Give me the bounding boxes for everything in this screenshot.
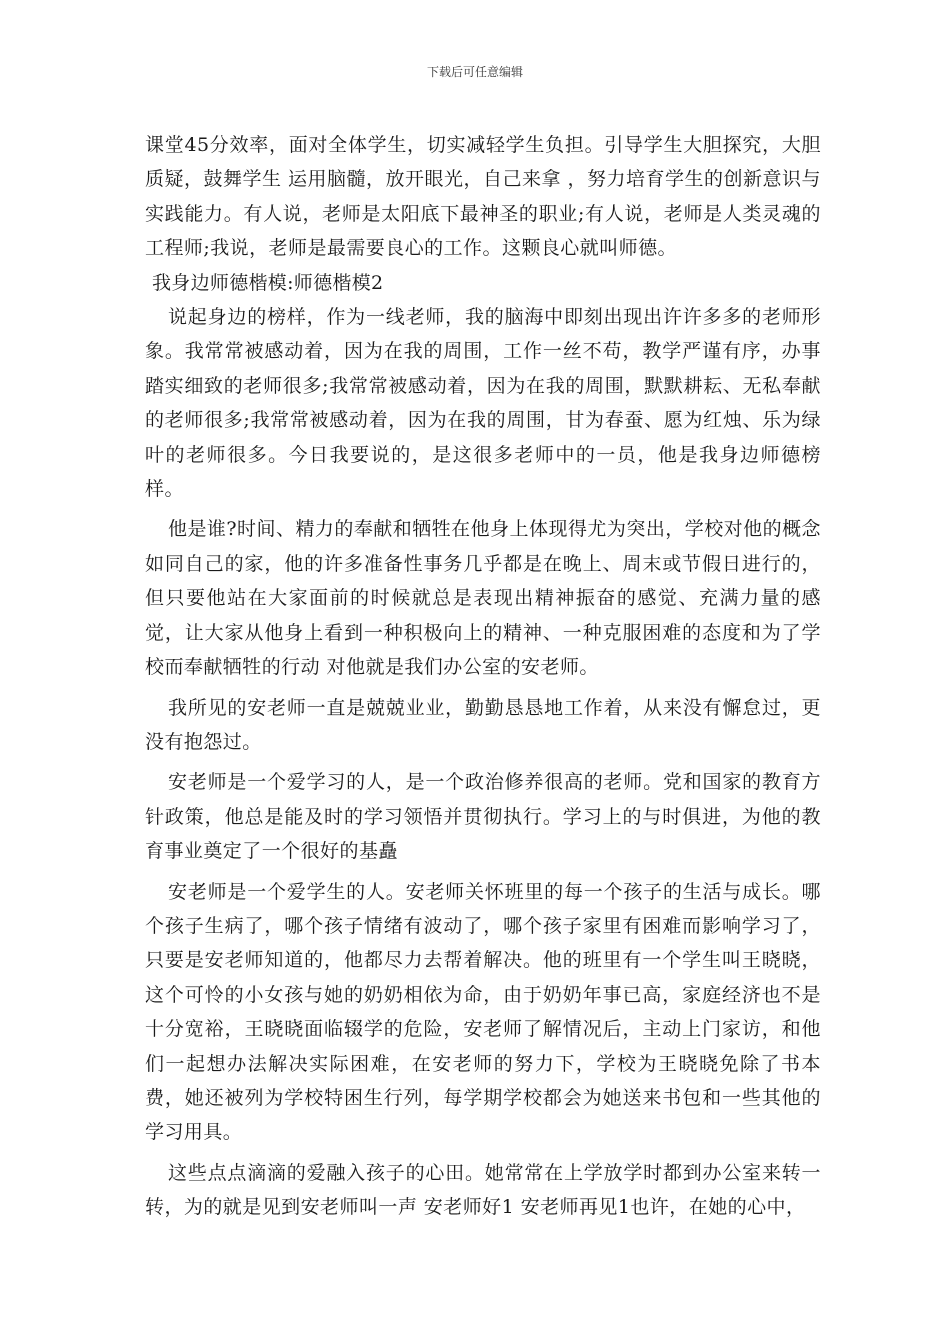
paragraph-4: 我所见的安老师一直是兢兢业业，勤勤恳恳地工作着，从来没有懈怠过，更没有抱怨过。 — [145, 696, 821, 753]
section-heading: 我身边师德楷模:师德楷模2 — [152, 271, 384, 294]
page-header: 下载后可任意编辑 — [426, 65, 523, 79]
body-text — [145, 128, 821, 1225]
paragraph-1: 课堂45分效率，面对全体学生，切实减轻学生负担。引导学生大胆探究，大胆质疑，鼓舞学生 运用脑髓，放开眼光，自己来拿 ，努力培育学生的创新意识与实践能力。有人说，老师是太阳底下最神圣的职业;有人说，老师是人类灵魂的工程师;我说，老师是最需要良心的工作。这颗良心就叫师德。 — [145, 134, 821, 260]
paragraph-3: 他是谁?时间、精力的奉献和牺牲在他身上体现得尤为突出，学校对他的概念如同自己的家，他的许多准备性事务几乎都是在晚上、周末或节假日进行的，但只要他站在大家面前的时候就总是表现出精神振奋的感觉、充满力量的感觉，让大家从他身上看到一种积极向上的精神、一种克服困难的态度和为了学校而奉献牺牲的行动 对他就是我们办公室的安老师。 — [145, 518, 821, 679]
paragraph-5: 安老师是一个爱学习的人，是一个政治修养很高的老师。党和国家的教育方针政策，他总是能及时的学习领悟并贯彻执行。学习上的与时俱进，为他的教育事业奠定了一个很好的基矗 — [145, 771, 821, 863]
paragraph-7: 这些点点滴滴的爱融入孩子的心田。她常常在上学放学时都到办公室来转一转，为的就是见到安老师叫一声 安老师好1 安老师再见1也许，在她的心中， — [145, 1161, 821, 1219]
paragraph-2: 说起身边的榜样，作为一线老师，我的脑海中即刻出现出许许多多的老师形象。我常常被感动着，因为在我的周围，工作一丝不苟，教学严谨有序，办事踏实细致的老师很多;我常常被感动着，因为在我的周围，默默耕耘、无私奉献的老师很多;我常常被感动着，因为在我的周围，甘为春蚕、愿为红烛、乐为绿叶的老师很多。今日我要说的，是这很多老师中的一员，他是我身边师德榜样。 — [145, 306, 821, 501]
paragraph-6: 安老师是一个爱学生的人。安老师关怀班里的每一个孩子的生活与成长。哪个孩子生病了，哪个孩子情绪有波动了，哪个孩子家里有困难而影响学习了，只要是安老师知道的，他都尽力去帮着解决。他的班里有一个学生叫王晓晓，这个可怜的小女孩与她的奶奶相依为命，由于奶奶年事已高，家庭经济也不是十分宽裕，王晓晓面临辍学的危险，安老师了解情况后，主动上门家访，和他们一起想办法解决实际困难，在安老师的努力下，学校为王晓晓免除了书本费，她还被列为学校特困生行列，每学期学校都会为她送来书包和一些其他的学习用具。 — [145, 880, 821, 1144]
